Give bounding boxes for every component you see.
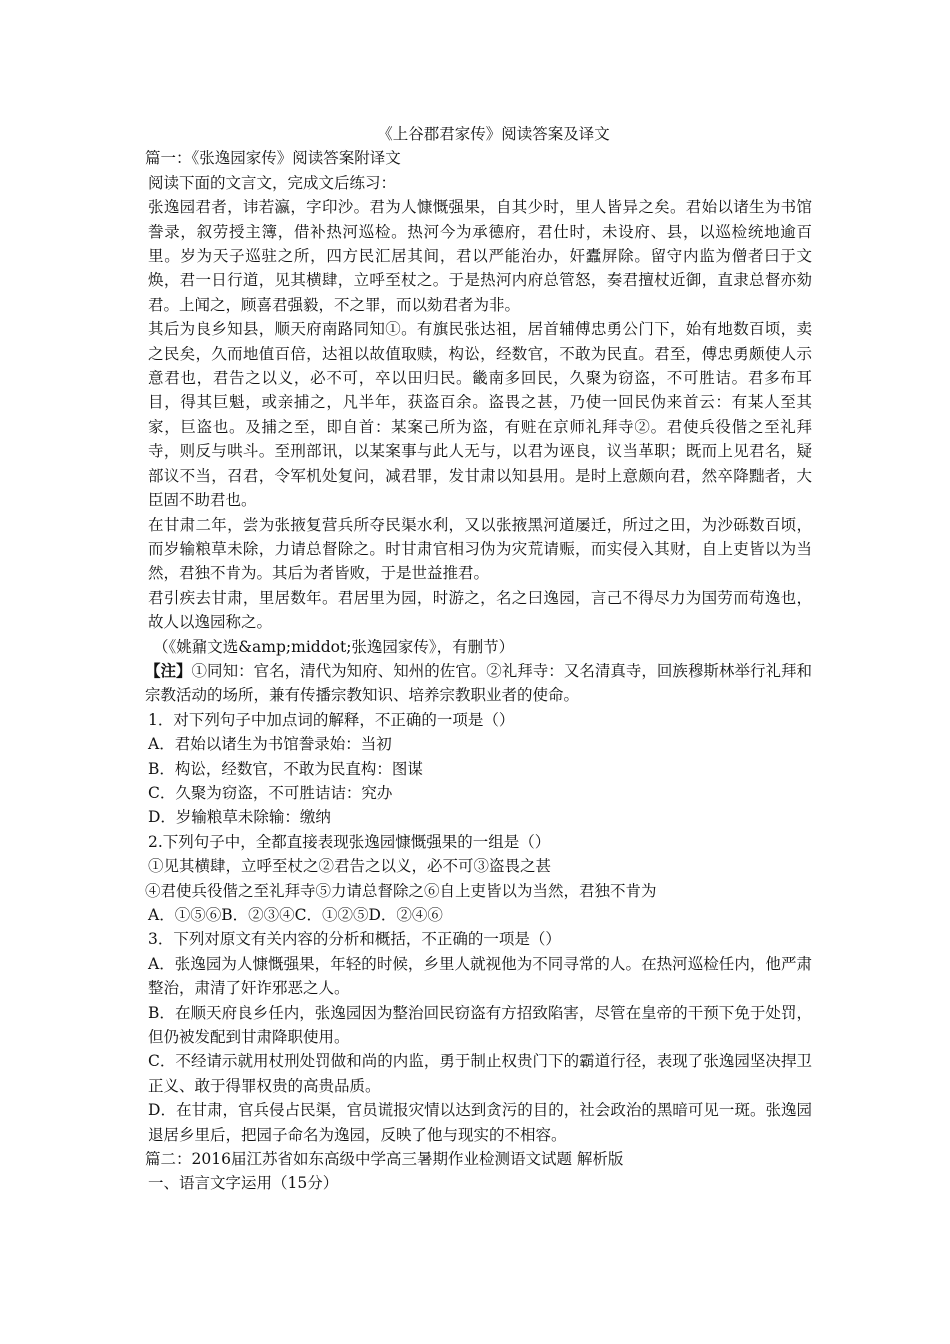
note-text: ①同知：官名，清代为知府、知州的佐官。②礼拜寺：又名清真寺，回族穆斯林举行礼拜和宗教活动的场所，兼有传播宗教知识、培养宗教职业者的使命。	[145, 661, 812, 705]
document-title: 《上谷郡君家传》阅读答案及译文	[377, 125, 610, 143]
question-3-option-d: D．在甘肃，官兵侵占民渠，官员谎报灾情以达到贪污的目的，社会政治的黑暗可见一斑。张逸园退居乡里后，把园子命名为逸园，反映了他与现实的不相容。	[148, 1101, 812, 1144]
question-1-option-b: B．构讼，经数官，不敢为民直构：图谋	[148, 759, 423, 778]
passage-source: （《姚鼐文选&amp;middot;张逸园家传》，有删节）	[153, 637, 515, 656]
question-1-option-c: C．久聚为窃盗，不可胜诘诘：究办	[148, 783, 393, 802]
question-2-options: A．①⑤⑥B．②③④C．①②⑤D．②④⑥	[148, 906, 443, 924]
question-3-option-c: C．不经请示就用杖刑处罚做和尚的内监，勇于制止权贵门下的霸道行径，表现了张逸园坚决捍卫正义、敢于得罪权贵的高贵品质。	[148, 1052, 812, 1095]
section2-heading: 篇二：2016届江苏省如东高级中学高三暑期作业检测语文试题 解析版	[145, 1150, 624, 1169]
note-tag: 【注】	[145, 660, 192, 680]
question-1-option-a: A．君始以诸生为书馆誊录始：当初	[148, 735, 392, 754]
part1-heading: 一、语言文字运用（15分）	[148, 1174, 339, 1193]
passage-paragraph-4: 君引疾去甘肃，里居数年。君居里为园，时游之，名之曰逸园，言己不得尽力为国劳而苟逸也，故人以逸园称之。	[148, 588, 812, 632]
question-3-stem: 3．下列对原文有关内容的分析和概括，不正确的一项是（）	[148, 930, 561, 949]
question-3-option-a: A．张逸园为人慷慨强果，年轻的时候，乡里人就视他为不同寻常的人。在热河巡检任内，他严肃整治，肃清了奸诈邪恶之人。	[148, 954, 812, 998]
question-2-items-2: ④君使兵役偕之至礼拜寺⑤力请总督除之⑥自上吏皆以为当然，君独不肯为	[145, 881, 657, 900]
passage-paragraph-1: 张逸园君者，讳若瀛，字印沙。君为人慷慨强果，自其少时，里人皆异之矣。君始以诸生为书馆誊录，叙劳授主簿，借补热河巡检。热河今为承德府，君仕时，未设府、县，以巡检统地逾百里。岁为天子巡驻之所，四方民汇居其间，君以严能治办，奸蠹屏除。留守内监为僧者曰于文焕，君一日行道，见其横肆，立呼至杖之。于是热河内府总管怒，奏君擅杖近御，直隶总督亦劾君。上闻之，顾喜君强毅，不之罪，而以劾君者为非。	[148, 198, 812, 314]
question-2-items-1: ①见其横肆，立呼至杖之②君告之以义，必不可③盗畏之甚	[148, 857, 552, 876]
annotation-note	[145, 659, 812, 708]
passage-paragraph-2: 其后为良乡知县，顺天府南路同知①。有旗民张达祖，居首辅傅忠勇公门下，始有地数百顷，卖之民矣，久而地值百倍，达祖以故值取赎，构讼，经数官，不敢为民直。君至，傅忠勇颇使人示意君也，君告之以义，必不可，卒以田归民。畿南多回民，久聚为窃盗，不可胜诘。君多布耳目，得其巨魁，或亲捕之，凡半年，获盗百余。盗畏之甚，乃使一回民伪来首云：有某人至其家，巨盗也。及捕之至，即自首：某案己所为盗，有赃在京师礼拜寺②。君使兵役偕之至礼拜寺，则反与哄斗。至刑部讯，以某案事与此人无与，以君为诬良，议当革职；既而上见君名，疑部议不当，召君，令军机处复问，减君罪，发甘肃以知县用。是时上意颇向君，然卒降黜者，大臣固不助君也。	[148, 320, 812, 510]
passage-paragraph-3: 在甘肃二年，尝为张掖复营兵所夺民渠水利，又以张掖黑河道屡迁，所过之田，为沙砾数百顷，而岁输粮草未除，力请总督除之。时甘肃官相习伪为灾荒请赈，而实侵入其财，自上吏皆以为当然，君独不肯为。其后为者皆败，于是世益推君。	[148, 515, 812, 583]
question-2-stem: 2.下列句子中，全都直接表现张逸园慷慨强果的一组是（）	[148, 832, 551, 851]
section1-heading: 篇一：《张逸园家传》阅读答案附译文	[145, 149, 401, 168]
document-page	[145, 122, 812, 1196]
reading-instruction: 阅读下面的文言文，完成文后练习：	[148, 173, 397, 192]
question-3-option-b: B．在顺天府良乡任内，张逸园因为整治回民窃盗有方招致陷害，尽管在皇帝的干预下免于处罚，但仍被发配到甘肃降职使用。	[148, 1003, 812, 1047]
question-1-stem: 1．对下列句子中加点词的解释，不正确的一项是（）	[148, 710, 515, 729]
question-1-option-d: D．岁输粮草未除输：缴纳	[148, 808, 331, 827]
